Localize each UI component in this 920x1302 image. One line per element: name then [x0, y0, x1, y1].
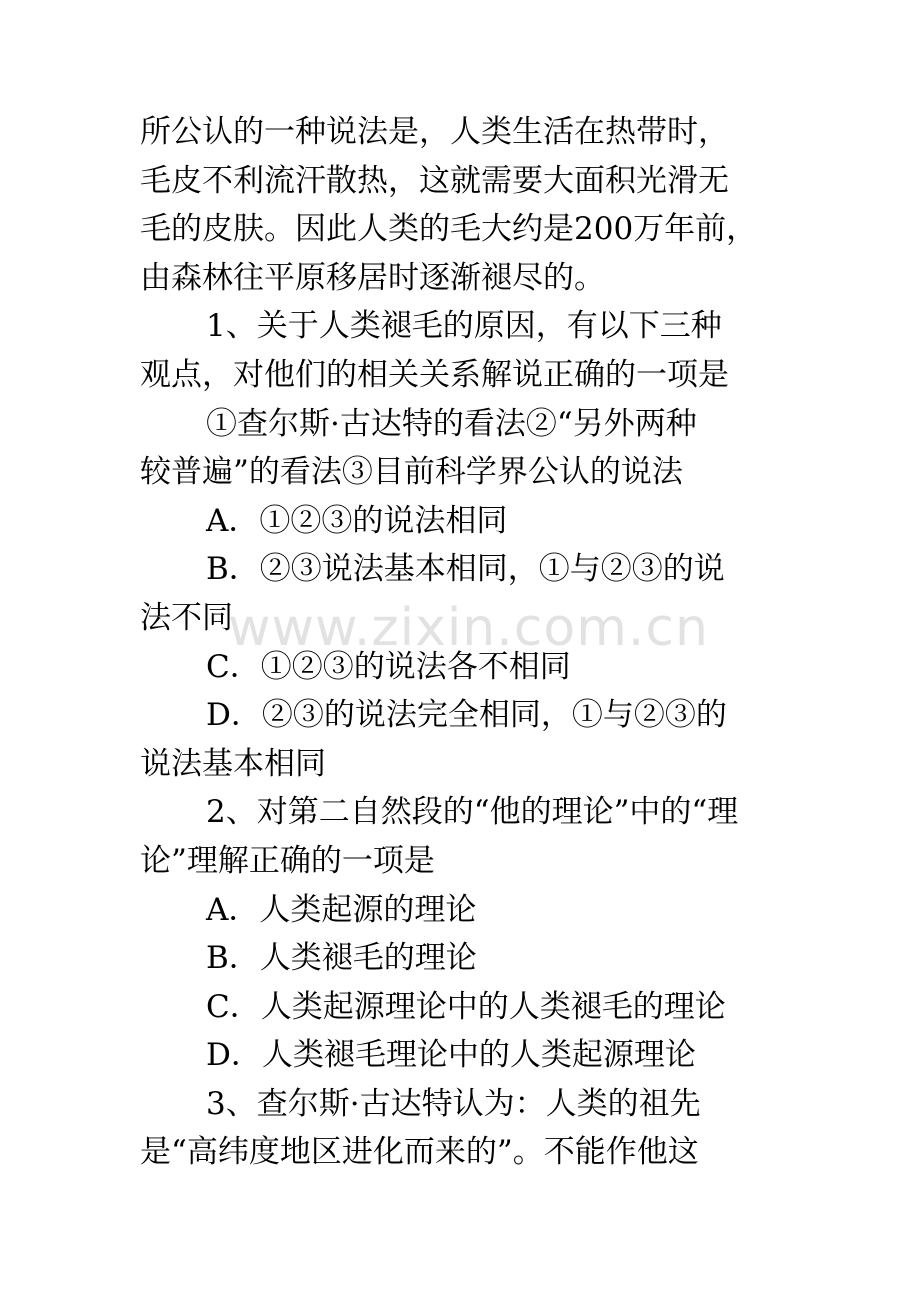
text-line: ①查尔斯·古达特的看法②“另外两种 — [206, 405, 697, 442]
text-line: D．人类褪毛理论中的人类起源理论 — [206, 1037, 696, 1074]
text-line: B．②③说法基本相同，①与②③的说 — [206, 551, 725, 588]
text-line: 毛的皮肤。因此人类的毛大约是200万年前， — [140, 211, 758, 248]
watermark: www.zixin.com.cn — [228, 598, 709, 658]
text-line: 观点，对他们的相关关系解说正确的一项是 — [140, 356, 729, 393]
text-line: 较普遍”的看法③目前科学界公认的说法 — [140, 454, 683, 491]
text-line: 由森林往平原移居时逐渐褪尽的。 — [140, 259, 605, 296]
text-line: A．①②③的说法相同 — [206, 502, 508, 539]
text-line: 2、对第二自然段的“他的理论”中的“理 — [206, 794, 739, 831]
text-line: 说法基本相同 — [140, 745, 326, 782]
text-line: 论”理解正确的一项是 — [140, 842, 435, 879]
text-line: 3、查尔斯·古达特认为：人类的祖先 — [206, 1085, 701, 1122]
text-line: 法不同 — [140, 599, 233, 636]
text-line: 是“高纬度地区进化而来的”。不能作他这 — [140, 1134, 699, 1171]
document-body — [140, 108, 780, 1177]
text-line: 1、关于人类褪毛的原因，有以下三种 — [206, 308, 722, 345]
text-line: 所公认的一种说法是，人类生活在热带时， — [140, 114, 729, 150]
text-line: C．①②③的说法各不相同 — [206, 648, 571, 685]
text-line: D．②③的说法完全相同，①与②③的 — [206, 697, 727, 734]
text-line: A．人类起源的理论 — [206, 891, 477, 928]
text-line: C．人类起源理论中的人类褪毛的理论 — [206, 988, 726, 1025]
text-line: 毛皮不利流汗散热，这就需要大面积光滑无 — [140, 162, 729, 199]
text-line: B．人类褪毛的理论 — [206, 940, 477, 977]
